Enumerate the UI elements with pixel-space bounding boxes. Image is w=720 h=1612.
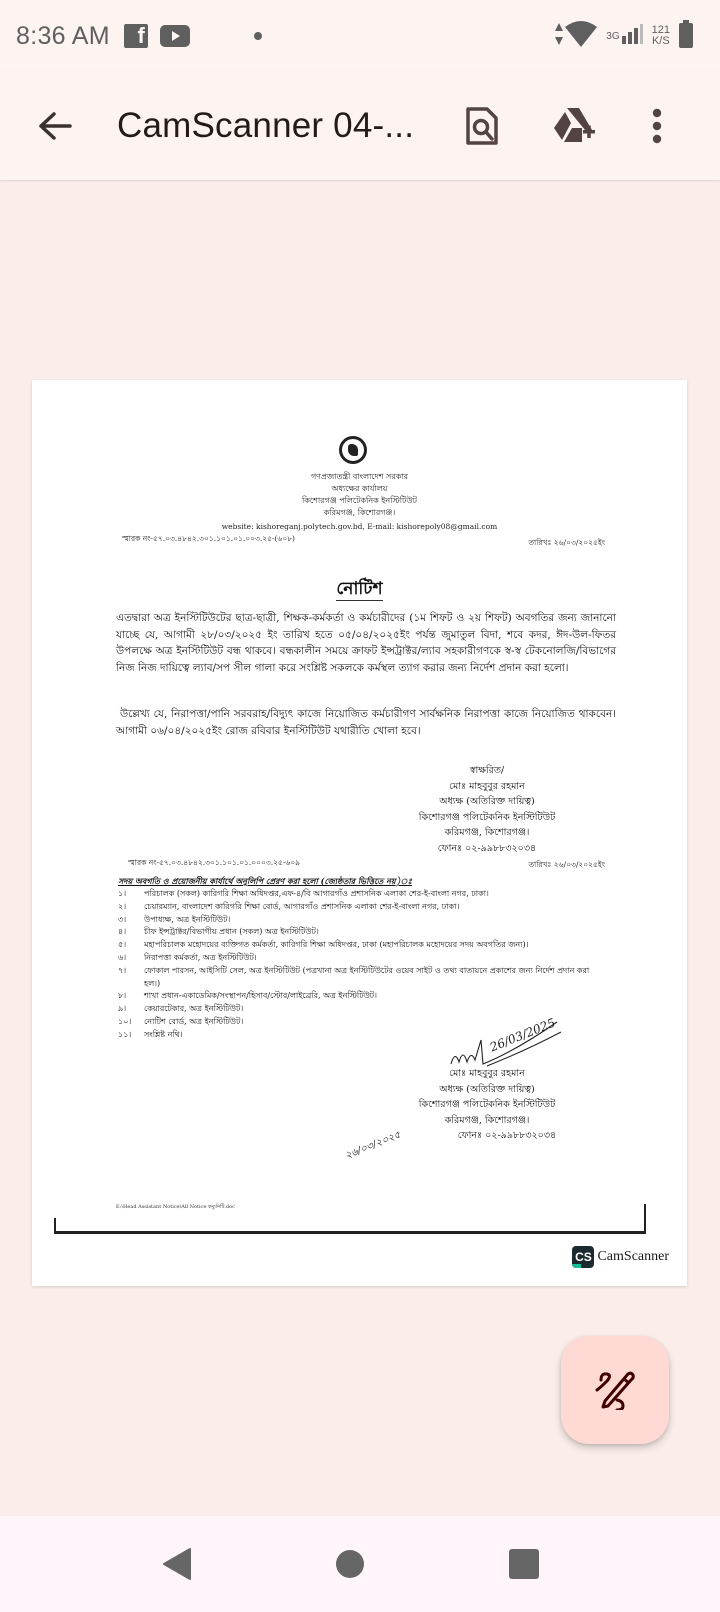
signature-icon [595,1370,635,1410]
notice-title [32,576,687,604]
notification-dot-icon [254,32,262,40]
memo-number-2: স্মারক নং-৫৭.০৩.৪৮৪২.৩০১.১০১.০১.০০০৩.২৫-৬০৯ [128,858,301,867]
item-text: নিরাপত্তা কর্মকর্তা, অত্র ইনস্টিটিউট। [144,952,257,962]
wifi-icon [564,20,598,52]
item-text: ফোকাল পারসন, আইসিটি সেল, অত্র ইনস্টিটিউট (পত্রখানা অত্র ইনস্টিটিউটের ওয়েব সাইট ও তথ্য বাতায়নে প্রকাশের জন্য নির্দেশ প্রদান করা হল।) [144,965,590,988]
copy-to-item [118,888,598,901]
nav-home-icon [335,1549,365,1579]
back-button[interactable] [27,98,83,154]
header-contact: website: kishoreganj.polytech.gov.bd, E-mail: kishorepoly08@gmail.com [221,522,498,531]
header-address: করিমগঞ্জ, কিশোরগঞ্জ। [323,508,396,517]
status-time: 8:36 AM [16,21,110,50]
item-number: ৮। [118,991,127,1001]
nav-recents-button[interactable] [500,1540,548,1588]
header-institute: কিশোরগঞ্জ পলিটেকনিক ইনস্টিটিউট [302,496,417,505]
notice-paragraph-2: উল্লেখ্য যে, নিরাপত্তা/পানি সরবরাহ/বিদ্যুৎ কাজে নিয়োজিত কর্মচারীগণ সার্বক্ষনিক নিরাপত্তা কাজে নিয়োজিত থাকবেন। আগামী ০৬/০৪/২০২৫ইং রোজ রবিবার ইনস্টিটিউট যথারীতি খোলা হবে। [116,708,616,737]
signatory-address: করিমগঞ্জ, কিশোরগঞ্জ। [444,1114,530,1126]
copy-to-item [118,914,598,927]
item-text: চীফ ইন্সট্রাক্টর/বিভাগীয় প্রধান (সকল) অত্র ইনস্টিটিউট। [144,927,319,937]
copy-to-heading: সদয় অবগতি ও প্রয়োজনীয় কার্যার্থে অনুলিপি প্রেরণ করা হলো (জ্যেষ্ঠতার ভিত্তিতে নয়)ঃ [118,876,412,886]
handwritten-date-2: ২৬/০৩/২০২৫ [343,1129,403,1162]
item-text: সংশ্লিষ্ট নথি। [144,1029,183,1039]
drive-add-icon [552,106,598,146]
signatory-designation: অধ্যক্ষ (অতিরিক্ত দায়িত্ব) [439,1083,535,1095]
network-speed [652,25,670,47]
signatory-name: মোঃ মাহবুবুর রহমান [449,1068,525,1079]
item-text: পরিচালক (সকল) কারিগরি শিক্ষা অধিদপ্তর,এফ-৪/বি আগারগাঁও প্রশাসনিক এলাকা শের-ই-বাংলা নগর, ঢাকা। [144,889,489,898]
header-government: গণপ্রজাতন্ত্রী বাংলাদেশ সরকার [310,472,409,481]
app-bar [0,72,720,180]
facebook-icon: f [124,24,148,48]
net-speed-unit: K/S [651,35,670,47]
item-text: নোটিশ বোর্ড, অত্র ইনস্টিটিউট। [144,1016,244,1026]
battery-icon [678,20,694,52]
youtube-icon [160,25,190,47]
item-text: কেয়ারটেকার, অত্র ইনস্টিটিউট। [144,1004,244,1014]
scan-edge [644,1204,646,1233]
copy-to-item [118,901,598,914]
copy-to-item [118,1003,598,1016]
signatory-institute: কিশোরগঞ্জ পলিটেকনিক ইনস্টিটিউট [418,811,556,823]
nav-recents-icon [509,1549,539,1579]
camscanner-text: CamScanner [597,1249,669,1264]
signal-icon [622,24,644,48]
copy-to-item [118,939,598,952]
signatory-institute: কিশোরগঞ্জ পলিটেকনিক ইনস্টিটিউট [418,1099,556,1110]
add-to-drive-button[interactable] [547,98,603,154]
copy-to-item [118,990,598,1003]
copy-to-list [118,888,598,1042]
item-number: ৯। [118,1004,127,1014]
find-in-document-button[interactable] [454,98,510,154]
notice-paragraph-1: এতদ্বারা অত্র ইনস্টিটিউটের ছাত্র-ছাত্রী, শিক্ষক-কর্মকর্তা ও কর্মচারীদের (১ম শিফট ও ২য় শিফট) অবগতির জন্য জানানো যাচ্ছে যে, আগামী ২৮/০৩/২০২৫ ইং তারিখ হতে ০৫/০৪/২০২৫ইং পর্যন্ত জুমাতুল বিদা, শবে কদর, ঈদ-উল-ফিতর উপলক্ষে অত্র ইনস্টিটিউট বন্ধ থাকবে। বন্ধকালীন সময়ে ক্রাফট ইন্সট্রাক্টর/ল্যাব সহকারীগণকে স্ব-স্ব টেকনোলজি/বিভাগের নিজ নিজ দায়িত্বে ল্যাব/সপ সীল গালা করে সংশ্লিষ্ট সকলকে কর্মস্থল ত্যাগ করার জন্য নির্দেশ প্রদান করা হলো। [116,612,616,674]
copy-to-item [118,926,598,939]
item-number: ৭। [118,965,127,975]
document-title: CamScanner 04-... [117,106,415,145]
network-type: 3G [606,30,620,42]
header-office: অধ্যক্ষের কার্যালয় [331,484,388,493]
net-speed-value: 121 [651,24,670,36]
signatory-phone: ফোনঃ ০২-৯৯৮৮৩২০৩৪ [457,1130,557,1141]
memo-number: স্মারক নং-৫৭.০৩.৪৮৪২.৩০১.১০১.০১.০০৩.২৫-(৬০৮) [122,534,295,543]
notice-title-text: নোটিশ [336,579,383,599]
nav-home-button[interactable] [326,1540,374,1588]
government-crest-logo [339,436,367,464]
item-number: ১। [118,889,127,898]
signatory-address: করিমগঞ্জ, কিশোরগঞ্জ। [444,827,530,838]
item-number: ২। [118,901,127,911]
scanned-notice [32,380,687,1286]
item-text: উপাধ্যক্ষ, অত্র ইনস্টিটিউট। [144,914,231,924]
memo-date-2: তারিখঃ ২৬/০৩/২০২৫ইং [528,860,605,869]
copy-to-item [118,965,598,991]
nav-back-button[interactable] [153,1540,201,1588]
more-options-button[interactable] [629,98,685,154]
memo-date: তারিখঃ ২৬/০৩/২০২৫ইং [528,538,605,547]
data-arrows-icon [554,21,564,51]
arrow-back-icon [38,111,72,141]
status-bar [0,0,720,72]
signatory-designation: অধ্যক্ষ (অতিরিক্ত দায়িত্ব) [439,796,535,807]
system-navigation-bar [0,1516,720,1612]
signature-block-2 [387,1066,587,1144]
signed-label: স্বাক্ষরিত/ [469,765,505,776]
camscanner-logo-icon: CS [572,1246,594,1268]
item-text: মহাপরিচালক মহোদয়ের ব্যক্তিগত কর্মকর্তা, কারিগরি শিক্ষা অধিদপ্তর, ঢাকা (মহাপরিচালক মহোদয়ের সদয় অবগতির জন্য)। [144,940,529,950]
nav-back-icon [162,1547,192,1581]
item-number: ১১। [118,1029,132,1039]
item-number: ১০। [118,1016,132,1026]
camscanner-watermark [572,1246,669,1268]
more-vert-icon [652,108,662,144]
handwritten-date-1: 26/03/2025 [487,1015,558,1055]
item-number: ৪। [118,927,127,937]
signature-block-1 [387,763,587,856]
item-number: ৩। [118,914,127,924]
signatory-phone: ফোনঃ ০২-৯৯৮৮৩২০৩৪ [437,842,537,854]
item-text: শাখা প্রধান-একাডেমিক/সংস্থাপন/হিসাব/স্টোর/লাইব্রেরি, অত্র ইনস্টিটিউট। [144,991,378,1001]
document-search-icon [465,106,499,146]
sign-document-fab[interactable] [561,1336,669,1444]
item-number: ৬। [118,952,127,962]
scan-edge [54,1231,646,1234]
copy-to-item [118,952,598,965]
item-text: চেয়ারম্যান, বাংলাদেশ কারিগরি শিক্ষা বোর্ড, আগারগাঁও প্রশাসনিক এলাকা শের-ই-বাংলা নগর, ঢাকা। [144,901,460,911]
signatory-name: মোঃ মাহবুবুর রহমান [449,780,525,792]
document-page[interactable] [32,380,687,1286]
file-path-footer: E:\Head Assistant Notice\All Notice কম্যুনিটি.doc [116,1204,235,1210]
item-number: ৫। [118,940,127,950]
